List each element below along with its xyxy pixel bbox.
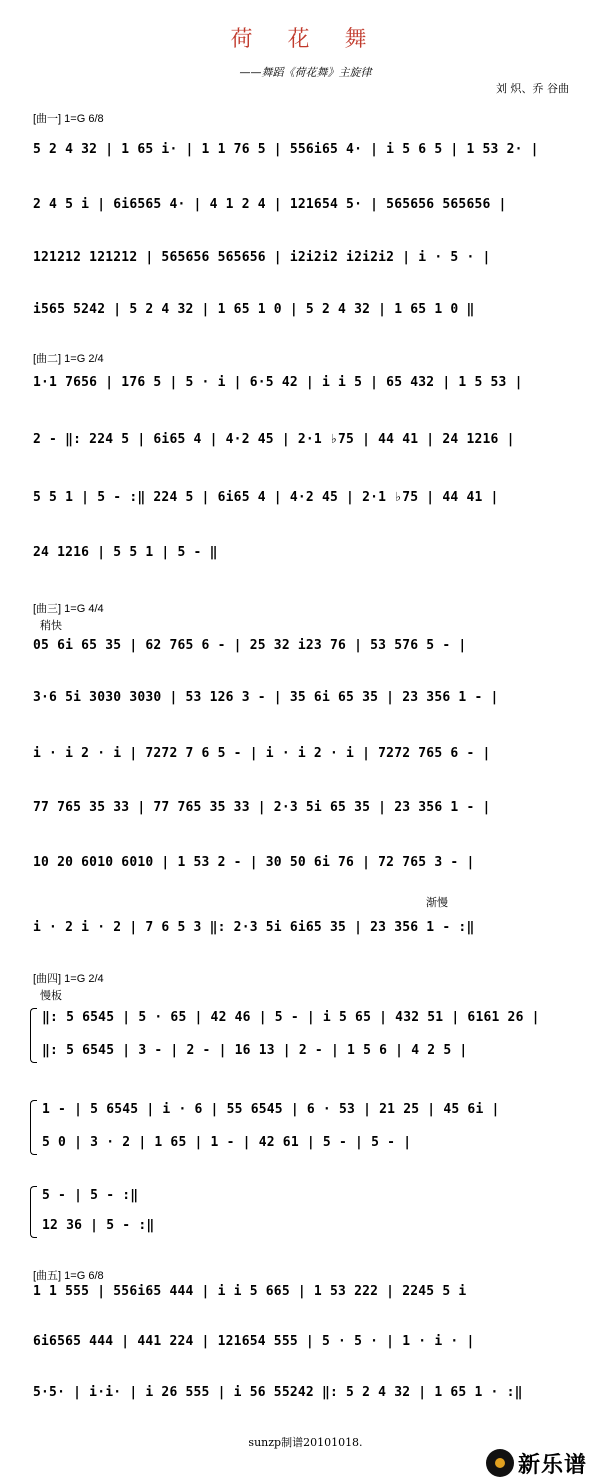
notation-line: i · 2 i · 2 | 7 6 5 3 ‖: 2·3 5i 6i65 35 | 23 356 1 - :‖ bbox=[33, 920, 475, 935]
notation-line: 6i6565 444 | 441 224 | 121654 555 | 5 · 5 · | 1 · i · | bbox=[33, 1334, 475, 1349]
page-title: 荷 花 舞 bbox=[230, 27, 381, 52]
system-bracket bbox=[30, 1100, 37, 1155]
notation-line: 1·1 7656 | 176 5 | 5 · i | 6·5 42 | i i 5 | 65 432 | 1 5 53 | bbox=[33, 375, 523, 390]
notation-line: 3·6 5i 3030 3030 | 53 126 3 - | 35 6i 65 35 | 23 356 1 - | bbox=[33, 690, 499, 705]
notation-line: 2 4 5 i | 6i6565 4· | 4 1 2 4 | 121654 5· | 565656 565656 | bbox=[33, 197, 507, 212]
notation-line: 2 - ‖: 224 5 | 6i65 4 | 4·2 45 | 2·1 ♭75 | 44 41 | 24 1216 | bbox=[33, 432, 515, 447]
notation-line: i565 5242 | 5 2 4 32 | 1 65 1 0 | 5 2 4 32 | 1 65 1 0 ‖ bbox=[33, 302, 475, 317]
section-label: [曲三] 1=G 4/4 bbox=[33, 603, 104, 615]
notation-line: 5 5 1 | 5 - :‖ 224 5 | 6i65 4 | 4·2 45 | 2·1 ♭75 | 44 41 | bbox=[33, 490, 499, 505]
section-label: [曲四] 1=G 2/4 bbox=[33, 973, 104, 985]
notation-line: 77 765 35 33 | 77 765 35 33 | 2·3 5i 65 35 | 23 356 1 - | bbox=[33, 800, 491, 815]
notation-line-upper: 5 - | 5 - :‖ bbox=[42, 1188, 139, 1203]
site-logo bbox=[486, 1448, 587, 1478]
section-label: [曲五] 1=G 6/8 bbox=[33, 1270, 104, 1282]
notation-line: 121212 121212 | 565656 565656 | i2i2i2 i2i2i2 | i · 5 · | bbox=[33, 250, 491, 265]
logo-text: 新乐谱 bbox=[518, 1451, 588, 1477]
notation-line-lower: ‖: 5 6545 | 3 - | 2 - | 16 13 | 2 - | 1 5 6 | 4 2 5 | bbox=[42, 1043, 468, 1058]
system-bracket bbox=[30, 1186, 37, 1238]
section-label: [曲二] 1=G 2/4 bbox=[33, 353, 104, 365]
notation-line-lower: 12 36 | 5 - :‖ bbox=[42, 1218, 155, 1233]
subtitle: ——舞蹈《荷花舞》主旋律 bbox=[239, 66, 372, 79]
notation-line-upper: 1 - | 5 6545 | i · 6 | 55 6545 | 6 · 53 | 21 25 | 45 6i | bbox=[42, 1102, 500, 1117]
notation-line: 5 2 4 32 | 1 65 i· | 1 1 76 5 | 556i65 4· | i 5 6 5 | 1 53 2· | bbox=[33, 142, 539, 157]
notation-line: 24 1216 | 5 5 1 | 5 - ‖ bbox=[33, 545, 218, 560]
notation-line: 10 20 6010 6010 | 1 53 2 - | 30 50 6i 76 | 72 765 3 - | bbox=[33, 855, 475, 870]
system-bracket bbox=[30, 1008, 37, 1063]
record-disc-icon bbox=[486, 1449, 514, 1477]
notation-line: 1 1 555 | 556i65 444 | i i 5 665 | 1 53 222 | 2245 5 i bbox=[33, 1284, 467, 1299]
notation-line-upper: ‖: 5 6545 | 5 · 65 | 42 46 | 5 - | i 5 65 | 432 51 | 6161 26 | bbox=[42, 1010, 540, 1025]
notation-line-lower: 5 0 | 3 · 2 | 1 65 | 1 - | 42 61 | 5 - | 5 - | bbox=[42, 1135, 412, 1150]
composer-credit: 刘 炽、乔 谷曲 bbox=[496, 82, 569, 95]
notation-line: i · i 2 · i | 7272 7 6 5 - | i · i 2 · i | 7272 765 6 - | bbox=[33, 746, 491, 761]
footer-credit: sunzp制谱20101018. bbox=[248, 1436, 363, 1449]
tempo-marking: 稍快 bbox=[40, 619, 62, 632]
tempo-marking: 慢板 bbox=[40, 989, 62, 1002]
notation-line: 05 6i 65 35 | 62 765 6 - | 25 32 i23 76 | 53 576 5 - | bbox=[33, 638, 467, 653]
notation-line: 5·5· | i·i· | i 26 555 | i 56 55242 ‖: 5 2 4 32 | 1 65 1 · :‖ bbox=[33, 1385, 523, 1400]
section-label: [曲一] 1=G 6/8 bbox=[33, 113, 104, 125]
tempo-annotation: 渐慢 bbox=[426, 896, 448, 909]
